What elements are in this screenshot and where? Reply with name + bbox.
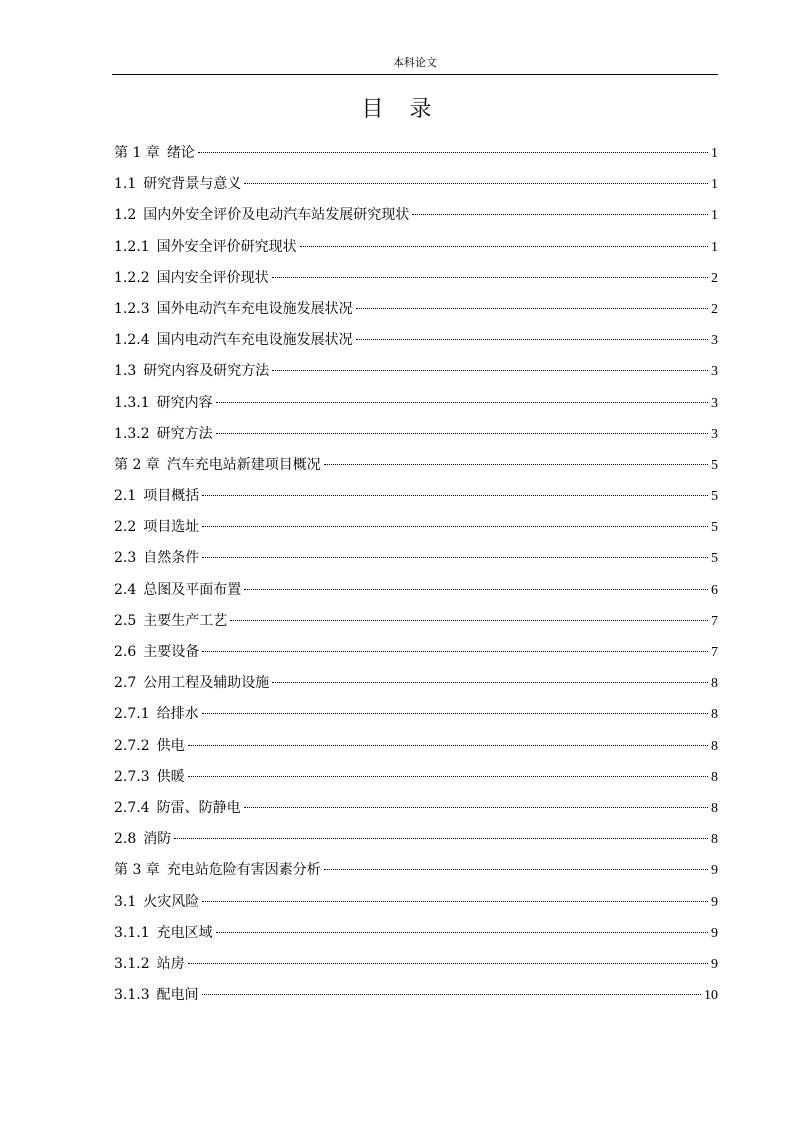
toc-entry-title: 研究内容及研究方法 <box>143 363 270 380</box>
toc-entry[interactable] <box>114 390 718 421</box>
toc-entry-title: 配电间 <box>156 987 199 1004</box>
toc-entry-page-number: 1 <box>711 239 718 255</box>
toc-entry-title: 消防 <box>143 831 172 848</box>
toc-entry-number: 2.4 <box>114 581 137 598</box>
toc-entry-label <box>114 483 199 510</box>
toc-entry-title: 充电区域 <box>156 924 213 941</box>
toc-dot-leader <box>202 526 708 527</box>
toc-dot-leader <box>300 246 708 247</box>
toc-entry-page-number: 3 <box>711 364 718 380</box>
toc-entry[interactable] <box>114 951 718 982</box>
toc-entry-page-number: 7 <box>711 645 718 660</box>
toc-entry-number: 2.7.3 <box>114 768 150 785</box>
toc-entry-page-number: 8 <box>711 738 718 754</box>
toc-dot-leader <box>244 807 708 808</box>
toc-dot-leader <box>272 277 708 278</box>
toc-entry-page-number: 2 <box>711 301 718 317</box>
toc-entry[interactable] <box>114 265 718 296</box>
toc-entry[interactable] <box>114 577 718 608</box>
toc-dot-leader <box>202 651 708 652</box>
toc-entry-page-number: 9 <box>711 894 718 910</box>
toc-entry-label <box>114 920 213 947</box>
toc-dot-leader <box>412 214 708 215</box>
toc-entry-title: 研究方法 <box>156 425 213 442</box>
toc-entry-number: 2.6 <box>114 644 137 660</box>
toc-entry-page-number: 8 <box>711 707 718 723</box>
toc-dot-leader <box>324 464 708 465</box>
toc-entry[interactable] <box>114 826 718 857</box>
toc-entry-page-number: 5 <box>711 551 718 567</box>
toc-dot-leader <box>188 963 708 964</box>
toc-entry-number: 2.7.1 <box>114 706 150 723</box>
toc-entry-page-number: 8 <box>711 676 718 692</box>
toc-entry-page-number: 8 <box>711 769 718 785</box>
toc-entry[interactable] <box>114 733 718 764</box>
toc-entry-number: 1.2.3 <box>114 300 150 317</box>
toc-entry-label <box>114 733 185 760</box>
toc-entry-label <box>114 608 227 635</box>
toc-entry[interactable] <box>114 982 718 1013</box>
toc-entry-number: 1.3.1 <box>114 394 150 411</box>
toc-entry-label <box>114 265 269 292</box>
toc-entry-page-number: 10 <box>704 988 718 1004</box>
toc-entry-title: 给排水 <box>156 706 199 723</box>
toc-dot-leader <box>272 370 708 371</box>
header-text: 本科论文 <box>393 56 437 69</box>
toc-dot-leader <box>324 869 708 870</box>
toc-dot-leader <box>272 682 708 683</box>
toc-entry-number: 1.2.4 <box>114 332 150 349</box>
toc-entry-label <box>114 639 199 666</box>
toc-entry-title: 国外安全评价研究现状 <box>156 238 297 255</box>
toc-entry-title: 充电站危险有害因素分析 <box>166 862 321 879</box>
toc-entry[interactable] <box>114 421 718 452</box>
toc-entry[interactable] <box>114 608 718 639</box>
toc-entry-page-number: 1 <box>711 208 718 224</box>
toc-entry-number: 3.1.3 <box>114 987 150 1004</box>
toc-entry-number: 2.5 <box>114 612 137 629</box>
toc-entry-title: 国内电动汽车充电设施发展状况 <box>156 332 353 349</box>
toc-entry-number: 2.8 <box>114 831 137 848</box>
toc-entry[interactable] <box>114 171 718 202</box>
toc-entry-title: 自然条件 <box>143 550 200 567</box>
toc-entry-label <box>114 452 321 479</box>
toc-entry-title: 防雷、防静电 <box>156 799 241 816</box>
toc-entry-label <box>114 577 241 604</box>
toc-entry-number: 2.3 <box>114 550 137 567</box>
toc-entry-title: 公用工程及辅助设施 <box>143 675 270 692</box>
toc-entry-title: 项目概括 <box>143 488 200 505</box>
toc-entry-label <box>114 701 199 728</box>
toc-entry-page-number: 9 <box>711 925 718 941</box>
toc-entry-title: 汽车充电站新建项目概况 <box>166 456 321 473</box>
toc-entry[interactable] <box>114 327 718 358</box>
toc-dot-leader <box>216 402 708 403</box>
toc-entry-number: 1.3.2 <box>114 425 150 442</box>
toc-entry-page-number: 9 <box>711 863 718 879</box>
toc-entry-label <box>114 390 213 417</box>
toc-dot-leader <box>198 152 708 153</box>
toc-entry-title: 绪论 <box>166 145 195 161</box>
toc-entry-label <box>114 951 185 978</box>
toc-entry[interactable] <box>114 483 718 514</box>
toc-entry-number: 2.7.4 <box>114 799 150 816</box>
toc-entry[interactable] <box>114 545 718 576</box>
toc-entry[interactable] <box>114 514 718 545</box>
toc-entry-page-number: 1 <box>711 146 718 161</box>
toc-entry-number: 3.1.2 <box>114 955 150 972</box>
toc-entry[interactable] <box>114 764 718 795</box>
toc-entry-label <box>114 764 185 791</box>
toc-entry[interactable] <box>114 296 718 327</box>
toc-entry-title: 研究背景与意义 <box>143 176 242 193</box>
toc-dot-leader <box>202 994 701 995</box>
toc-entry-number: 第 2 章 <box>114 456 160 473</box>
toc-entry-title: 国内安全评价现状 <box>156 269 269 286</box>
toc-dot-leader <box>216 932 708 933</box>
toc-entry[interactable] <box>114 701 718 732</box>
toc-entry-label <box>114 296 353 323</box>
toc-entry-page-number: 5 <box>711 489 718 505</box>
toc-entry[interactable] <box>114 889 718 920</box>
toc-entry-number: 1.2.2 <box>114 269 150 286</box>
toc-entry-label <box>114 327 353 354</box>
toc-entry-number: 1.1 <box>114 176 137 193</box>
toc-list <box>114 140 718 1013</box>
toc-entry-label <box>114 514 199 541</box>
toc-entry-label <box>114 421 213 448</box>
toc-entry-label <box>114 234 297 261</box>
toc-entry-title: 国外电动汽车充电设施发展状况 <box>156 300 353 317</box>
toc-entry[interactable] <box>114 670 718 701</box>
toc-entry[interactable] <box>114 452 718 483</box>
toc-entry-number: 1.2 <box>114 207 137 224</box>
page-header <box>112 56 718 75</box>
toc-dot-leader <box>188 776 708 777</box>
toc-dot-leader <box>202 713 708 714</box>
toc-entry-number: 3.1.1 <box>114 924 150 941</box>
toc-entry-label <box>114 545 199 572</box>
toc-entry[interactable] <box>114 920 718 951</box>
toc-entry-label <box>114 889 199 916</box>
toc-entry-title: 供电 <box>156 737 185 754</box>
toc-entry-page-number: 3 <box>711 426 718 442</box>
toc-entry-label <box>114 358 269 385</box>
toc-entry-number: 3.1 <box>114 893 137 910</box>
toc-entry[interactable] <box>114 358 718 389</box>
toc-entry-number: 1.3 <box>114 363 137 380</box>
toc-entry-number: 1.2.1 <box>114 238 150 255</box>
toc-entry-label <box>114 140 195 167</box>
toc-entry-label <box>114 670 269 697</box>
toc-entry-number: 第 1 章 <box>114 145 160 161</box>
toc-entry-number: 第 3 章 <box>114 862 160 879</box>
toc-entry-label <box>114 202 409 229</box>
toc-entry-label <box>114 826 171 853</box>
toc-entry[interactable] <box>114 202 718 233</box>
toc-entry[interactable] <box>114 795 718 826</box>
toc-entry[interactable] <box>114 857 718 888</box>
toc-entry-title: 国内外安全评价及电动汽车站发展研究现状 <box>143 207 410 224</box>
toc-entry-title: 总图及平面布置 <box>143 581 242 598</box>
toc-entry-title: 供暖 <box>156 768 185 785</box>
toc-entry-title: 主要生产工艺 <box>143 612 228 629</box>
toc-dot-leader <box>202 557 708 558</box>
toc-dot-leader <box>174 838 708 839</box>
toc-dot-leader <box>188 745 708 746</box>
toc-entry-page-number: 1 <box>711 177 718 193</box>
toc-entry-page-number: 8 <box>711 832 718 848</box>
toc-entry-page-number: 5 <box>711 457 718 473</box>
toc-entry-label <box>114 982 199 1009</box>
toc-entry-number: 2.7.2 <box>114 737 150 754</box>
toc-entry-title: 主要设备 <box>143 644 200 660</box>
toc-dot-leader <box>230 620 708 621</box>
toc-entry-number: 2.1 <box>114 488 137 505</box>
toc-entry-page-number: 7 <box>711 613 718 629</box>
toc-entry-page-number: 8 <box>711 800 718 816</box>
toc-dot-leader <box>216 433 708 434</box>
toc-entry-label <box>114 795 241 822</box>
toc-dot-leader <box>356 339 708 340</box>
toc-entry-page-number: 6 <box>711 582 718 598</box>
toc-entry-page-number: 9 <box>711 956 718 972</box>
toc-entry[interactable] <box>114 140 718 171</box>
toc-entry-number: 2.7 <box>114 675 137 692</box>
toc-entry-number: 2.2 <box>114 519 137 536</box>
toc-title: 目录 <box>361 97 458 122</box>
toc-entry-page-number: 5 <box>711 520 718 536</box>
toc-entry[interactable] <box>114 234 718 265</box>
toc-entry-label <box>114 171 241 198</box>
toc-entry[interactable] <box>114 639 718 670</box>
toc-dot-leader <box>244 589 708 590</box>
toc-dot-leader <box>244 183 708 184</box>
toc-entry-title: 研究内容 <box>156 394 213 411</box>
toc-entry-title: 火灾风险 <box>143 893 200 910</box>
toc-entry-page-number: 3 <box>711 395 718 411</box>
toc-entry-page-number: 3 <box>711 333 718 349</box>
toc-entry-page-number: 2 <box>711 270 718 286</box>
toc-entry-label <box>114 857 321 884</box>
toc-dot-leader <box>356 308 708 309</box>
toc-entry-title: 项目选址 <box>143 519 200 536</box>
toc-entry-title: 站房 <box>156 955 185 972</box>
toc-dot-leader <box>202 901 708 902</box>
toc-dot-leader <box>202 495 708 496</box>
